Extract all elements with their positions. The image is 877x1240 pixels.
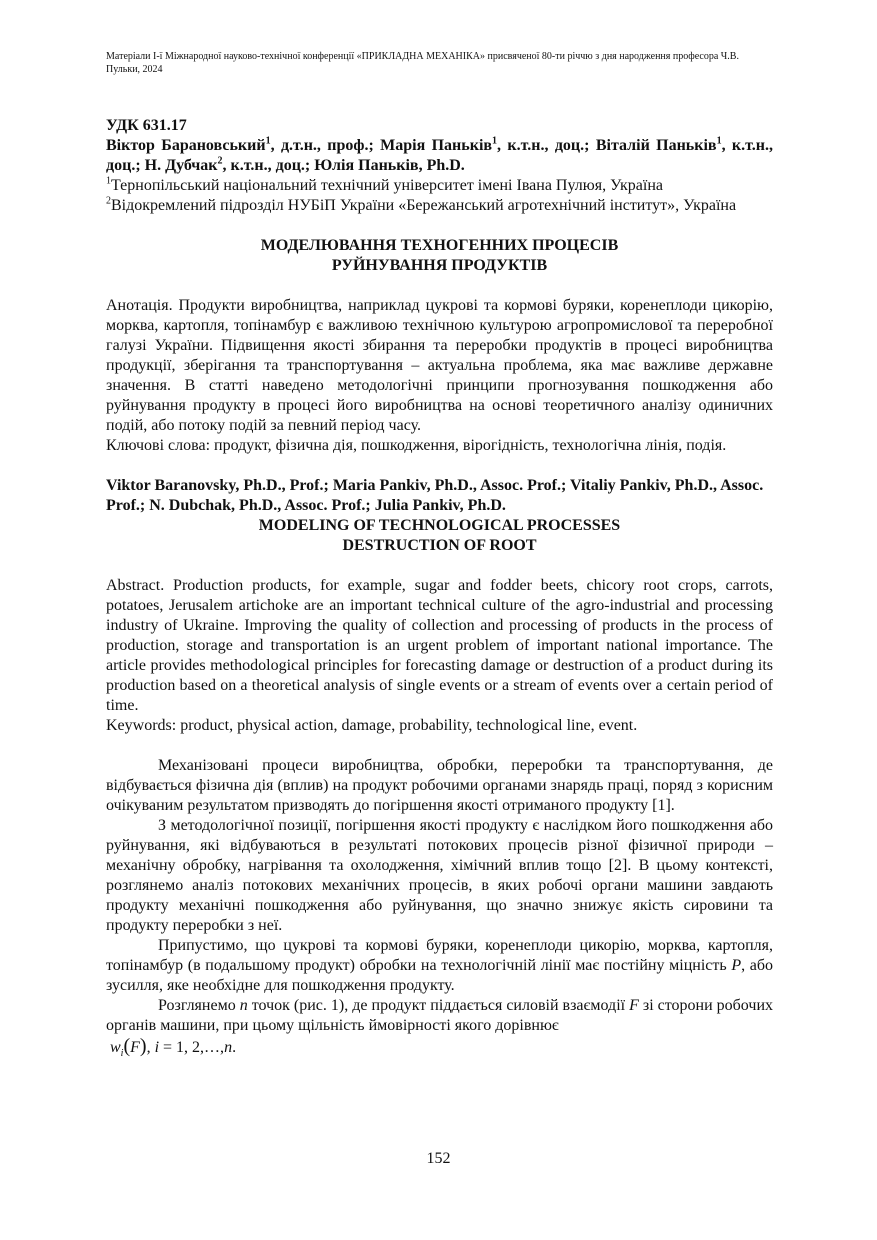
keywords-ua: Ключові слова: продукт, фізична дія, пошкодження, вірогідність, технологічна лінія, подія. (106, 437, 727, 454)
affiliation-2 (106, 196, 773, 216)
section-gap (106, 736, 773, 756)
body-paragraph-3 (106, 936, 773, 996)
p3-var-p: P (731, 957, 742, 974)
udc-code: УДК 631.17 (106, 117, 187, 134)
body-paragraph-4 (106, 996, 773, 1036)
conference-header: Матеріали I-ї Міжнародної науково-технічної конференції «ПРИКЛАДНА МЕХАНІКА» присвяченої 80-ти річчю з дня народження професора Ч.В. Пульки, 2024 (106, 51, 739, 75)
author-2-degree: , к.т.н., доц.; (497, 137, 596, 154)
author-1: Віктор Барановський (106, 137, 266, 154)
affiliation-2-sup: 2 (106, 195, 111, 207)
paper-page (106, 50, 773, 1064)
author-4: Н. Дубчак (144, 157, 218, 174)
abstract-ua: Анотація. Продукти виробництва, наприклад цукрові та кормові буряки, коренеплоди цикорію, морква, картопля, топінамбур є важливою технічною культурою агропромислової та переробної галузі України. Підвищення якості збирання та переробки продуктів в процесі виробництва продукції, зберігання та транспортування – актуальна проблема, яка має важливе державне значення. В статті наведено методологічні принципи прогнозування пошкодження або руйнування продукту в процесі його виробництва на основі теоретичного аналізу одиничних подій, або потоку подій за певний період часу. (106, 297, 773, 434)
page-number: 152 (426, 1150, 451, 1167)
author-3-degree: , к.т.н., доц.; (106, 137, 774, 174)
formula-tail-n: n (224, 1039, 233, 1056)
formula-w: w (110, 1039, 121, 1056)
body-paragraph-2: З методологічної позиції, погіршення якості продукту є наслідком його пошкодження або руйнування, які відбуваються в результаті потокових процесів різної фізичної природи – механічну обробку, нагрівання та охолодження, хімічний вплив тощо [2]. В цьому контексті, розглянемо аналіз потокових механічних процесів, в яких робочі органи машини завдають продукту механічні пошкодження або руйнування, що значно знижує якість сировини та продукту переробки з неї. (106, 817, 773, 934)
author-4-degree: , к.т.н., доц.; Юлія Паньків, Ph.D. (222, 157, 465, 174)
title-en-line-1: MODELING OF TECHNOLOGICAL PROCESSES (258, 517, 621, 534)
title-en (106, 516, 773, 556)
authors-ua (106, 136, 773, 176)
author-1-sup: 1 (265, 135, 271, 147)
title-ua-line-2: РУЙНУВАННЯ ПРОДУКТІВ (331, 257, 548, 274)
author-3: Віталій Паньків (595, 137, 717, 154)
body-paragraph-1: Механізовані процеси виробництва, обробки, переробки та транспортування, де відбувається фізична дія (вплив) на продукт робочими органами знарядь праці, поряд з корисним очікуваним результатом призводять до погіршення якості отриманого продукту [1]. (106, 757, 773, 814)
formula-tail-b: = 1, 2,…, (159, 1039, 225, 1056)
formula-tail-a: , (146, 1039, 155, 1056)
p3-text-a: Припустимо, що цукрові та кормові буряки, коренеплоди цикорію, морква, картопля, топінамбур (в подальшому продукт) обробки на технологічній лінії має постійну міцність (106, 937, 773, 974)
formula-tail-i: i (154, 1039, 160, 1056)
authors-en: Viktor Baranovsky, Ph.D., Prof.; Maria Pankiv, Ph.D., Assoc. Prof.; Vitaliy Pankiv, Ph.D., Assoc. Prof.; N. Dubchak, Ph.D., Assoc. Prof.; Julia Pankiv, Ph.D. (106, 477, 764, 514)
affiliation-2-text: Відокремлений підрозділ НУБіП України «Бережанський агротехнічний інститут», Україна (111, 197, 737, 214)
affiliation-1-sup: 1 (106, 175, 111, 187)
affiliation-1-text: Тернопільський національний технічний університет імені Івана Пулюя, Україна (111, 177, 663, 194)
author-4-sup: 2 (217, 155, 223, 167)
p4-var-n: n (239, 997, 248, 1014)
formula-tail-c: . (232, 1039, 237, 1056)
p4-var-f: F (629, 997, 639, 1014)
formula-f: F (130, 1039, 140, 1056)
abstract-en: Abstract. Production products, for example, sugar and fodder beets, chicory root crops, carrots, potatoes, Jerusalem artichoke are an important technical culture of the agro-industrial and processing industry of Ukraine. Improving the quality of collection and processing of products in the process of production, storage and transportation is an urgent problem of important national importance. The article provides methodological principles for forecasting damage or destruction of a product during its production based on a theoretical analysis of single events or a stream of events over a certain period of time. (106, 577, 773, 714)
author-2-sup: 1 (492, 135, 498, 147)
title-en-line-2: DESTRUCTION OF ROOT (342, 537, 537, 554)
keywords-en: Keywords: product, physical action, damage, probability, technological line, event. (106, 717, 638, 734)
p3-text-b: , або зусилля, яке необхідне для пошкодження продукту. (106, 957, 774, 994)
author-1-degree: , д.т.н., проф.; (270, 137, 381, 154)
p4-text-a: Розглянемо (158, 997, 240, 1014)
author-3-sup: 1 (716, 135, 722, 147)
title-ua-line-1: МОДЕЛЮВАННЯ ТЕХНОГЕННИХ ПРОЦЕСІВ (260, 237, 619, 254)
density-formula: $w_i(F)$, i = 1, 2,…,n. (110, 1035, 237, 1060)
p4-text-c: зі сторони робочих органів машини, при цьому щільність ймовірності якого дорівнює (106, 997, 774, 1034)
formula-w-index: i (120, 1048, 124, 1060)
title-ua (106, 236, 773, 276)
affiliation-1 (106, 176, 773, 196)
p4-text-b: точок (рис. 1), де продукт піддається силовій взаємодії (247, 997, 630, 1014)
author-2: Марія Паньків (380, 137, 493, 154)
